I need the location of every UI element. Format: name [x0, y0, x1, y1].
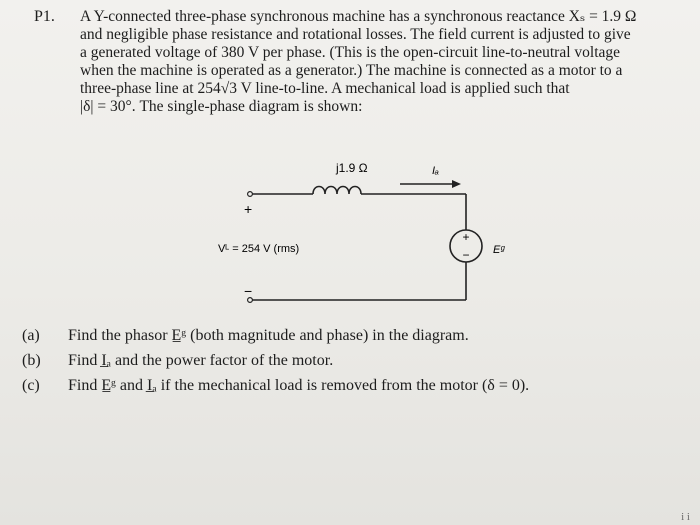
question-list: [22, 323, 529, 398]
terminal-voltage-label: Vᴸ = 254 V (rms): [218, 243, 300, 255]
question-item: [22, 348, 529, 373]
source-plus-sign: +: [462, 230, 470, 244]
problem-line: three-phase line at 254√3 V line-to-line. A mechanical load is applied such that: [80, 80, 570, 97]
question-label: (c): [22, 377, 40, 394]
question-label: (a): [22, 327, 40, 344]
question-text: Find E̲ᵍ and I̲ₐ if the mechanical load is removed from the motor (δ = 0).: [68, 377, 530, 394]
problem-number: P1.: [34, 8, 55, 25]
page-edge-fragment: i i: [681, 511, 690, 523]
generated-voltage-label: Eᵍ: [493, 244, 505, 256]
reactance-label: j1.9 Ω: [336, 161, 368, 175]
question-item: [22, 373, 529, 398]
problem-line: |δ| = 30°. The single-phase diagram is shown:: [80, 98, 363, 115]
inductor-coil: [313, 187, 361, 195]
question-text: Find I̲ₐ and the power factor of the motor.: [68, 352, 334, 369]
source-minus-sign: −: [462, 248, 470, 262]
current-label: Iₐ: [432, 165, 439, 177]
question-label: (b): [22, 352, 41, 369]
minus-terminal-label: −: [244, 283, 253, 299]
current-arrowhead: [452, 180, 461, 188]
problem-line: A Y-connected three-phase synchronous machine has a synchronous reactance Xₛ = 1.9 Ω: [80, 8, 637, 25]
plus-terminal-label: +: [244, 201, 253, 217]
circuit-diagram: [0, 150, 700, 320]
problem-line: when the machine is operated as a generator.) The machine is connected as a motor to a: [80, 62, 623, 79]
question-item: [22, 323, 529, 348]
problem-statement: [80, 8, 680, 116]
top-terminal: [248, 192, 253, 197]
problem-line: and negligible phase resistance and rotational losses. The field current is adjusted to give: [80, 26, 631, 43]
question-text: Find the phasor E̲ᵍ (both magnitude and phase) in the diagram.: [68, 327, 469, 344]
problem-line: a generated voltage of 380 V per phase. (This is the open-circuit line-to-neutral voltage: [80, 44, 621, 61]
